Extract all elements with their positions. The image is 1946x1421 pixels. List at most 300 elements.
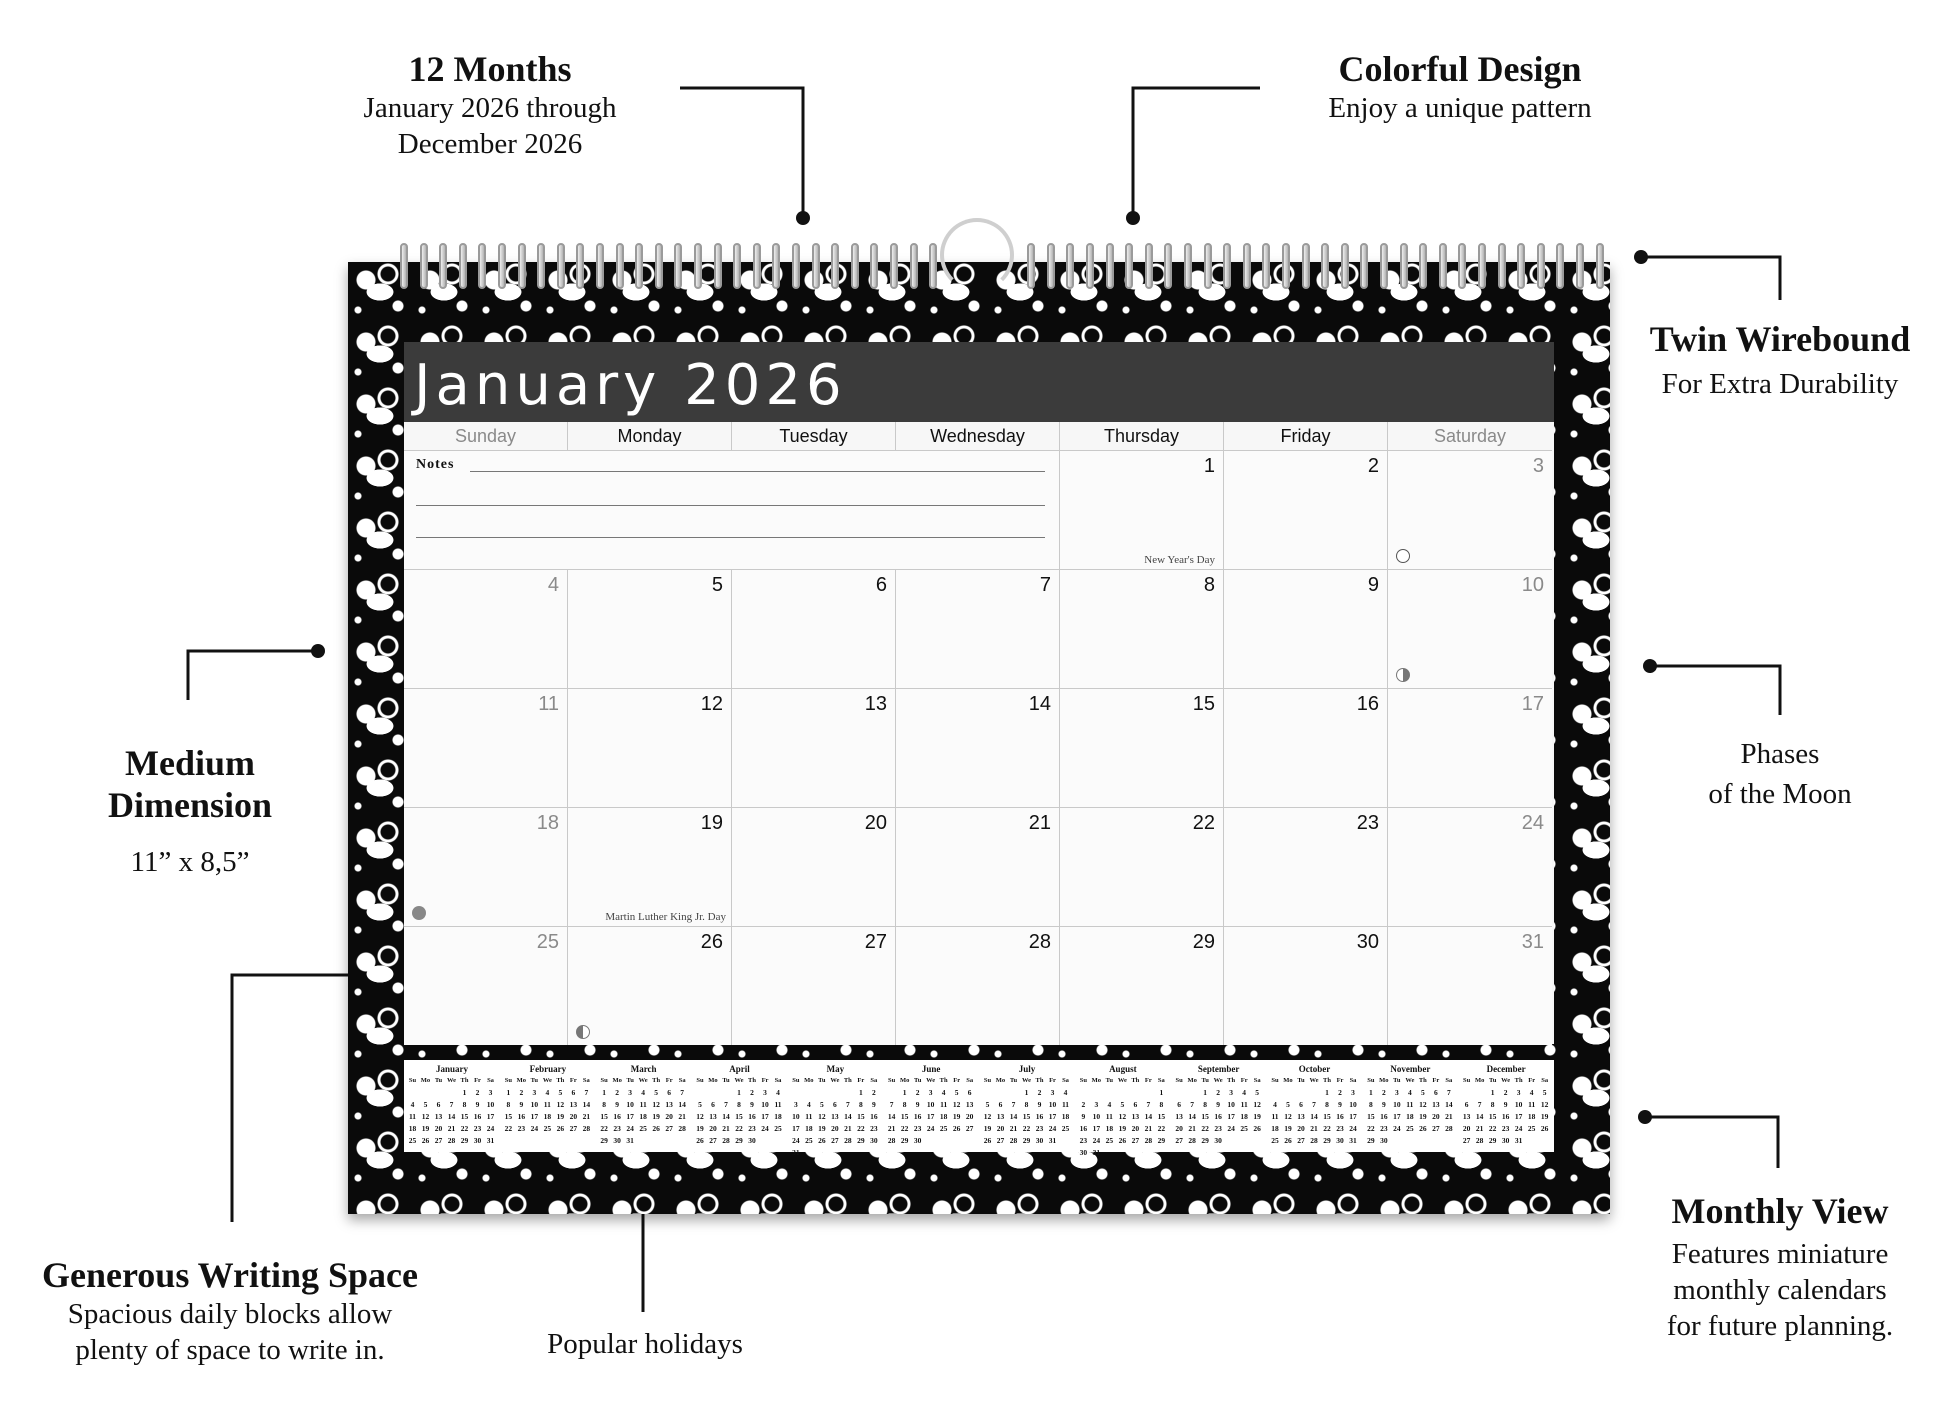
mini-day: 29 (1367, 1136, 1375, 1145)
mini-week-row (598, 1087, 690, 1099)
mini-day: 12 (952, 1100, 961, 1109)
mini-day: 13 (434, 1112, 443, 1121)
mini-weekday: Tu (1393, 1077, 1401, 1084)
mini-day: 15 (735, 1112, 743, 1121)
mini-day (815, 1147, 828, 1159)
feature-desc: plenty of space to write in. (75, 1334, 385, 1366)
mini-week-row (1364, 1087, 1456, 1099)
wire-coil (694, 243, 702, 289)
mini-day: 28 (582, 1124, 591, 1133)
mini-weekday: Th (1514, 1077, 1523, 1084)
feature-title: Monthly View (1671, 1191, 1889, 1231)
wire-coil (478, 243, 486, 289)
day-cell[interactable] (1224, 569, 1388, 688)
mini-month-name: December (1486, 1064, 1526, 1074)
mini-day: 3 (1516, 1088, 1521, 1097)
mini-day: 17 (486, 1112, 495, 1121)
mini-week-row (502, 1123, 594, 1135)
weekday-tuesday: Tuesday (732, 422, 896, 450)
mini-day: 15 (600, 1112, 608, 1121)
wire-coil (576, 243, 584, 289)
day-cell[interactable] (1224, 450, 1388, 569)
day-number: 17 (1521, 693, 1544, 715)
day-cell[interactable] (1060, 926, 1224, 1045)
mini-weekday: Mo (420, 1077, 431, 1084)
feature-desc: Features miniature (1671, 1238, 1889, 1270)
mini-day: 5 (654, 1088, 659, 1097)
day-cell[interactable] (1060, 569, 1224, 688)
mini-day (663, 1135, 676, 1147)
mini-weekday-header (885, 1075, 977, 1087)
mini-day: 1 (737, 1088, 741, 1097)
mini-day (432, 1087, 445, 1099)
mini-week-row (789, 1123, 881, 1135)
moon-first-quarter-icon (1396, 668, 1410, 682)
mini-day: 30 (1079, 1148, 1088, 1157)
mini-week-row (1460, 1111, 1552, 1123)
wire-coil (518, 243, 526, 289)
mini-day (1251, 1135, 1264, 1147)
feature-title: Dimension (107, 785, 273, 825)
mini-day (1103, 1147, 1116, 1159)
mini-day: 3 (793, 1100, 798, 1109)
feature-desc: Popular holidays (547, 1328, 743, 1360)
mini-day (1473, 1087, 1486, 1099)
mini-day: 24 (626, 1124, 634, 1133)
mini-day: 20 (1432, 1112, 1440, 1121)
mini-weekday: Fr (474, 1077, 481, 1084)
mini-day: 28 (447, 1136, 456, 1145)
mini-day: 7 (1446, 1088, 1451, 1097)
mini-day: 21 (1475, 1124, 1484, 1133)
mini-day: 5 (954, 1088, 959, 1097)
day-cell[interactable] (1060, 688, 1224, 807)
day-cell[interactable] (896, 569, 1060, 688)
mini-month-name: March (630, 1064, 657, 1074)
mini-weekday: Tu (1105, 1077, 1113, 1084)
mini-day (885, 1087, 898, 1099)
mini-weekday: Su (1079, 1077, 1087, 1084)
mini-day: 21 (1188, 1124, 1196, 1133)
mini-weekday-header (1077, 1075, 1169, 1087)
mini-day (1142, 1147, 1155, 1159)
mini-day: 29 (857, 1136, 865, 1145)
mini-day: 26 (952, 1124, 961, 1133)
mini-day: 7 (889, 1100, 894, 1109)
mini-day (772, 1135, 785, 1147)
mini-day: 15 (1488, 1112, 1497, 1121)
mini-day: 14 (678, 1100, 686, 1109)
mini-day (950, 1135, 963, 1147)
mini-weekday: Th (1035, 1077, 1044, 1084)
mini-day: 27 (1297, 1136, 1305, 1145)
mini-day: 12 (1284, 1112, 1292, 1121)
day-number: 4 (547, 574, 559, 596)
mini-day (1390, 1135, 1403, 1147)
hanger-hook (940, 218, 1014, 292)
mini-day: 4 (1063, 1088, 1068, 1097)
mini-day: 5 (985, 1100, 990, 1109)
mini-weekday: Tu (818, 1077, 826, 1084)
mini-weekday: Sa (678, 1077, 686, 1084)
day-cell[interactable] (404, 807, 568, 926)
day-cell[interactable] (1388, 450, 1552, 569)
mini-weekday: Fr (1432, 1077, 1440, 1084)
mini-day: 19 (983, 1124, 992, 1133)
mini-day: 2 (475, 1088, 480, 1097)
mini-day: 25 (1406, 1124, 1414, 1133)
feature-colorful-design (1290, 48, 1630, 126)
mini-day: 20 (1175, 1124, 1183, 1133)
mini-day: 29 (900, 1136, 909, 1145)
mini-weekday: Su (696, 1077, 704, 1084)
mini-week-row (1364, 1123, 1456, 1135)
mini-day: 30 (1035, 1136, 1044, 1145)
mini-day: 4 (641, 1088, 646, 1097)
mini-day: 8 (602, 1100, 607, 1109)
mini-day: 3 (1050, 1088, 1055, 1097)
mini-day: 28 (844, 1136, 852, 1145)
mini-day: 31 (1048, 1136, 1057, 1145)
mini-day: 3 (1351, 1088, 1355, 1097)
mini-day: 22 (900, 1124, 909, 1133)
day-cell[interactable] (1224, 807, 1388, 926)
day-cell[interactable] (732, 926, 896, 1045)
mini-day: 3 (532, 1088, 537, 1097)
mini-weekday: Mo (1283, 1077, 1293, 1084)
mini-weekday: Sa (1157, 1077, 1165, 1084)
mini-week-row (1269, 1099, 1361, 1111)
mini-day: 6 (711, 1100, 715, 1109)
mini-week-row (598, 1111, 690, 1123)
day-number: 31 (1521, 931, 1544, 953)
mini-day (841, 1087, 854, 1099)
mini-day: 15 (460, 1112, 469, 1121)
mini-day: 23 (473, 1124, 482, 1133)
mini-day (828, 1087, 841, 1099)
day-cell[interactable] (404, 688, 568, 807)
mini-day: 24 (1393, 1124, 1401, 1133)
mini-day: 14 (1144, 1112, 1153, 1121)
day-cell[interactable] (1060, 807, 1224, 926)
day-number: 18 (536, 812, 559, 834)
wire-coil (1262, 243, 1270, 289)
mini-day: 22 (1022, 1124, 1031, 1133)
mini-day: 11 (1406, 1100, 1414, 1109)
wire-coil (1223, 243, 1231, 289)
feature-popular-holidays (500, 1326, 790, 1362)
mini-day: 13 (1131, 1112, 1140, 1121)
mini-day (676, 1135, 689, 1147)
day-cell[interactable] (896, 807, 1060, 926)
mini-day: 28 (678, 1124, 686, 1133)
mini-day (1538, 1135, 1551, 1147)
mini-weekday: Th (652, 1077, 661, 1084)
mini-week-row (1173, 1099, 1265, 1111)
day-cell[interactable] (1224, 688, 1388, 807)
mini-day: 29 (735, 1136, 743, 1145)
mini-day: 16 (1035, 1112, 1044, 1121)
mini-day: 27 (434, 1136, 443, 1145)
wire-coil (1066, 243, 1074, 289)
wire-coil (1125, 243, 1133, 289)
mini-day: 29 (1323, 1136, 1331, 1145)
mini-weekday: Mo (1187, 1077, 1197, 1084)
mini-day: 7 (1146, 1100, 1151, 1109)
mini-week-row (694, 1111, 786, 1123)
day-cell[interactable] (1388, 807, 1552, 926)
mini-weekday-header (598, 1075, 690, 1087)
mini-day: 10 (626, 1100, 634, 1109)
mini-day: 30 (473, 1136, 482, 1145)
mini-day: 23 (1501, 1124, 1510, 1133)
mini-day: 20 (965, 1112, 974, 1121)
wire-coil (1517, 243, 1525, 289)
day-number: 11 (538, 693, 559, 715)
mini-day: 18 (543, 1112, 552, 1121)
mini-day: 17 (761, 1112, 769, 1121)
day-cell[interactable] (1388, 688, 1552, 807)
mini-weekday-header (694, 1075, 786, 1087)
mini-weekday: Th (1323, 1077, 1331, 1084)
mini-day: 2 (1338, 1088, 1342, 1097)
notes-line (470, 471, 1045, 472)
day-number: 9 (1367, 574, 1379, 596)
mini-weekday: Th (939, 1077, 948, 1084)
mini-day: 11 (1061, 1100, 1070, 1109)
mini-day: 1 (1159, 1088, 1164, 1097)
mini-day: 23 (1035, 1124, 1044, 1133)
mini-day: 5 (1286, 1100, 1290, 1109)
mini-day: 20 (996, 1124, 1005, 1133)
mini-day: 16 (473, 1112, 482, 1121)
mini-week-row (981, 1087, 1073, 1099)
mini-week-row (789, 1099, 881, 1111)
mini-day: 20 (434, 1124, 443, 1133)
wire-coil (557, 243, 565, 289)
mini-day: 14 (1445, 1100, 1453, 1109)
feature-title: Generous Writing Space (41, 1255, 419, 1295)
wire-coil (420, 243, 428, 289)
wire-coil (772, 243, 780, 289)
mini-day: 8 (902, 1100, 907, 1109)
day-number: 27 (864, 931, 887, 953)
day-cell[interactable] (404, 926, 568, 1045)
mini-day: 27 (831, 1136, 839, 1145)
mini-day (994, 1087, 1007, 1099)
day-cell[interactable] (568, 926, 732, 1045)
mini-day: 10 (530, 1100, 539, 1109)
day-cell[interactable] (1224, 926, 1388, 1045)
day-cell[interactable] (1388, 926, 1552, 1045)
mini-day (445, 1087, 458, 1099)
mini-day: 31 (1514, 1136, 1523, 1145)
mini-day: 16 (1380, 1112, 1388, 1121)
mini-week-row (598, 1123, 690, 1135)
weekday-thursday: Thursday (1060, 422, 1224, 450)
mini-day: 15 (857, 1112, 865, 1121)
mini-day: 2 (915, 1088, 920, 1097)
day-cell[interactable] (568, 688, 732, 807)
mini-day: 7 (680, 1088, 685, 1097)
day-cell[interactable] (732, 688, 896, 807)
mini-day: 5 (558, 1088, 563, 1097)
mini-day: 18 (639, 1112, 647, 1121)
mini-day (1173, 1087, 1186, 1099)
mini-day: 21 (582, 1112, 591, 1121)
feature-desc: Spacious daily blocks allow (67, 1298, 393, 1330)
mini-day: 2 (1037, 1088, 1042, 1097)
mini-day: 6 (1177, 1100, 1182, 1109)
mini-day: 24 (926, 1124, 935, 1133)
weekday-saturday: Saturday (1433, 426, 1507, 446)
mini-weekday-header (406, 1075, 498, 1087)
mini-day: 12 (421, 1112, 430, 1121)
mini-day: 28 (1144, 1136, 1153, 1145)
mini-weekday: Tu (1009, 1077, 1018, 1084)
mini-day (937, 1135, 950, 1147)
mini-day: 13 (1175, 1112, 1183, 1121)
day-cell[interactable] (732, 569, 896, 688)
mini-day: 16 (870, 1112, 878, 1121)
mini-day (759, 1135, 772, 1147)
mini-day: 12 (1253, 1100, 1261, 1109)
mini-week-row (406, 1111, 498, 1123)
mini-weekday: Th (556, 1077, 565, 1084)
mini-day: 9 (871, 1100, 876, 1109)
day-number: 24 (1521, 812, 1544, 834)
mini-calendar (406, 1064, 498, 1147)
mini-week-row (981, 1111, 1073, 1123)
wire-coil (1282, 243, 1290, 289)
feature-desc: For Extra Durability (1661, 368, 1899, 400)
mini-weekday: Su (983, 1077, 992, 1084)
mini-day: 4 (545, 1088, 550, 1097)
day-cell[interactable] (1060, 450, 1224, 569)
mini-day: 30 (913, 1136, 922, 1145)
mini-month-name: September (1197, 1064, 1240, 1074)
wire-coil (1302, 243, 1310, 289)
mini-day: 30 (1380, 1136, 1388, 1145)
mini-weekday: Fr (953, 1077, 961, 1084)
mini-day: 19 (696, 1124, 704, 1133)
wire-coil (831, 243, 839, 289)
mini-day: 17 (926, 1112, 935, 1121)
mini-day: 5 (698, 1100, 702, 1109)
wire-coil (812, 243, 820, 289)
mini-weekday: Th (1227, 1077, 1236, 1084)
day-number: 3 (1532, 455, 1544, 477)
day-number: 29 (1192, 931, 1215, 953)
mini-day: 9 (1381, 1100, 1386, 1109)
day-number: 19 (700, 812, 723, 834)
mini-day: 23 (870, 1124, 878, 1133)
mini-day: 7 (845, 1100, 850, 1109)
mini-week-row (1173, 1087, 1265, 1099)
wire-coil (400, 243, 408, 289)
mini-day: 13 (569, 1100, 578, 1109)
mini-day: 20 (569, 1112, 578, 1121)
mini-weekday: Su (1175, 1077, 1183, 1084)
mini-day: 11 (543, 1100, 551, 1109)
mini-day (1269, 1087, 1282, 1099)
mini-day: 20 (665, 1112, 673, 1121)
wire-coil (596, 243, 604, 289)
mini-week-row (1364, 1135, 1456, 1147)
moon-last-quarter-icon (576, 1025, 590, 1039)
mini-day: 13 (996, 1112, 1005, 1121)
mini-day: 14 (722, 1112, 730, 1121)
mini-day: 29 (1488, 1136, 1497, 1145)
mini-day: 17 (792, 1124, 800, 1133)
mini-day: 7 (584, 1088, 589, 1097)
mini-day: 18 (1271, 1124, 1279, 1133)
mini-day: 8 (1159, 1100, 1164, 1109)
mini-day: 5 (1420, 1088, 1425, 1097)
mini-week-row (694, 1087, 786, 1099)
mini-day: 1 (462, 1088, 467, 1097)
mini-day: 21 (1144, 1124, 1153, 1133)
month-title: January 2026 (414, 353, 847, 418)
feature-desc: Enjoy a unique pattern (1328, 92, 1592, 124)
mini-day: 9 (475, 1100, 480, 1109)
mini-day (637, 1135, 650, 1147)
mini-day: 22 (460, 1124, 469, 1133)
mini-day: 6 (1464, 1100, 1469, 1109)
wire-coil (733, 243, 741, 289)
mini-day: 7 (1312, 1100, 1316, 1109)
day-number: 7 (1039, 574, 1051, 596)
mini-day: 9 (750, 1100, 754, 1109)
day-cell[interactable] (568, 569, 732, 688)
mini-day: 18 (805, 1124, 813, 1133)
day-cell[interactable] (896, 688, 1060, 807)
day-cell[interactable] (732, 807, 896, 926)
wall-calendar (348, 262, 1610, 1214)
mini-day: 25 (1061, 1124, 1070, 1133)
mini-weekday: Sa (1349, 1077, 1357, 1084)
notes-area[interactable] (404, 450, 1060, 569)
feature-desc: Phases (1740, 738, 1820, 770)
mini-day: 5 (1255, 1088, 1260, 1097)
mini-day: 6 (1133, 1100, 1138, 1109)
day-cell[interactable] (896, 926, 1060, 1045)
mini-day: 10 (1393, 1100, 1401, 1109)
wire-coil (1106, 243, 1114, 289)
mini-day: 1 (1490, 1088, 1495, 1097)
mini-day: 1 (858, 1088, 863, 1097)
day-cell[interactable] (404, 569, 568, 688)
mini-day (1142, 1087, 1155, 1099)
mini-day: 8 (858, 1100, 863, 1109)
wire-coil (635, 243, 643, 289)
mini-day: 17 (530, 1112, 539, 1121)
mini-day: 27 (1432, 1124, 1440, 1133)
wire-coil (1184, 243, 1192, 289)
mini-day (1238, 1135, 1251, 1147)
mini-week-row (885, 1123, 977, 1135)
mini-day: 14 (844, 1112, 852, 1121)
day-cell[interactable] (568, 807, 732, 926)
mini-day: 20 (1462, 1124, 1471, 1133)
mini-day: 26 (1540, 1124, 1549, 1133)
mini-day: 14 (1310, 1112, 1318, 1121)
mini-weekday: We (1117, 1077, 1127, 1084)
mini-day: 23 (1214, 1124, 1222, 1133)
mini-weekday: Fr (1528, 1077, 1536, 1084)
wire-coil (498, 243, 506, 289)
day-cell[interactable] (1388, 569, 1552, 688)
